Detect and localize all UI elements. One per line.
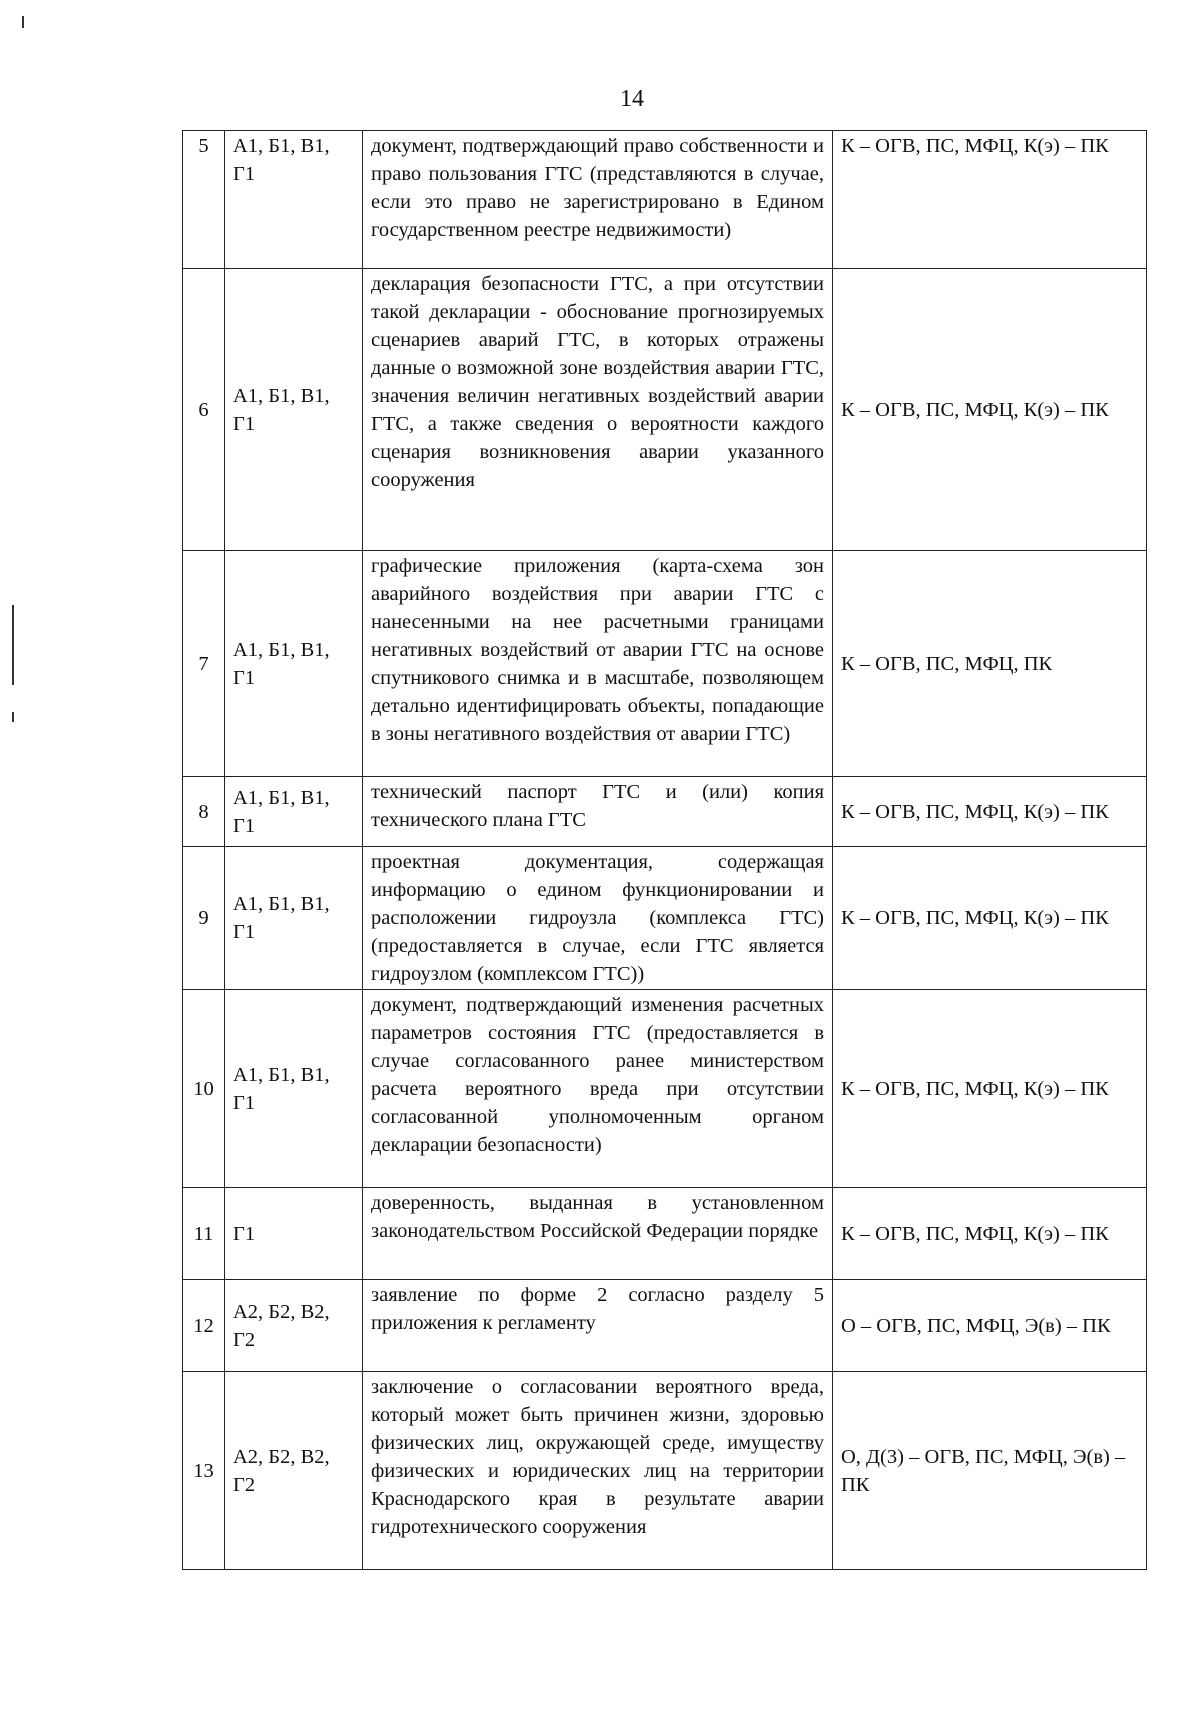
row-number: 5 <box>183 131 225 269</box>
row-number: 6 <box>183 269 225 551</box>
row-number: 7 <box>183 551 225 777</box>
applicant-codes: А1, Б1, В1, Г1 <box>225 551 363 777</box>
row-number: 9 <box>183 847 225 990</box>
table-row <box>183 1188 1147 1280</box>
scan-mark-top <box>22 16 24 28</box>
row-number: 13 <box>183 1372 225 1570</box>
submission-method: О, Д(3) – ОГВ, ПС, МФЦ, Э(в) – ПК <box>833 1372 1147 1570</box>
submission-method: К – ОГВ, ПС, МФЦ, К(э) – ПК <box>833 131 1147 269</box>
table-row <box>183 269 1147 551</box>
submission-method: К – ОГВ, ПС, МФЦ, К(э) – ПК <box>833 1188 1147 1280</box>
scan-mark-margin <box>12 605 14 685</box>
table-row <box>183 1280 1147 1372</box>
applicant-codes: А1, Б1, В1, Г1 <box>225 269 363 551</box>
table-row <box>183 847 1147 990</box>
applicant-codes: А1, Б1, В1, Г1 <box>225 990 363 1188</box>
applicant-codes: А1, Б1, В1, Г1 <box>225 131 363 269</box>
row-number: 8 <box>183 777 225 847</box>
table-row <box>183 1372 1147 1570</box>
document-description: документ, подтверждающий право собственности и право пользования ГТС (представляются в случае, если это право не зарегистрировано в Едином государственном реестре недвижимости) <box>363 131 833 269</box>
applicant-codes: А2, Б2, В2, Г2 <box>225 1280 363 1372</box>
submission-method: К – ОГВ, ПС, МФЦ, ПК <box>833 551 1147 777</box>
scan-mark-margin-tick <box>12 712 14 722</box>
row-number: 11 <box>183 1188 225 1280</box>
row-number: 10 <box>183 990 225 1188</box>
applicant-codes: А2, Б2, В2, Г2 <box>225 1372 363 1570</box>
row-number: 12 <box>183 1280 225 1372</box>
applicant-codes: А1, Б1, В1, Г1 <box>225 777 363 847</box>
submission-method: К – ОГВ, ПС, МФЦ, К(э) – ПК <box>833 847 1147 990</box>
applicant-codes: Г1 <box>225 1188 363 1280</box>
document-description: заключение о согласовании вероятного вреда, который может быть причинен жизни, здоровью физических лиц, окружающей среде, имуществу физических и юридических лиц на территории Краснодарского края в результате аварии гидротехнического сооружения <box>363 1372 833 1570</box>
applicant-codes: А1, Б1, В1, Г1 <box>225 847 363 990</box>
document-description: технический паспорт ГТС и (или) копия технического плана ГТС <box>363 777 833 847</box>
document-description: доверенность, выданная в установленном законодательством Российской Федерации порядке <box>363 1188 833 1280</box>
documents-table <box>182 130 1147 1570</box>
table-row <box>183 551 1147 777</box>
document-description: графические приложения (карта-схема зон аварийного воздействия при аварии ГТС с нанесенными на нее расчетными границами негативных воздействий от аварии ГТС на основе спутникового снимка и в масштабе, позволяющем детально идентифицировать объекты, попадающие в зоны негативного воздействия от аварии ГТС) <box>363 551 833 777</box>
document-description: документ, подтверждающий изменения расчетных параметров состояния ГТС (предоставляется в случае согласованного ранее министерством расчета вероятного вреда при отсутствии согласованной уполномоченным органом декларации безопасности) <box>363 990 833 1188</box>
table-row <box>183 990 1147 1188</box>
submission-method: К – ОГВ, ПС, МФЦ, К(э) – ПК <box>833 269 1147 551</box>
submission-method: О – ОГВ, ПС, МФЦ, Э(в) – ПК <box>833 1280 1147 1372</box>
document-description: заявление по форме 2 согласно разделу 5 приложения к регламенту <box>363 1280 833 1372</box>
document-description: декларация безопасности ГТС, а при отсутствии такой декларации - обоснование прогнозируемых сценариев аварий ГТС, в которых отражены данные о возможной зоне воздействия аварии ГТС, значения величин негативных воздействий аварии ГТС, а также сведения о вероятности каждого сценария возникновения аварии указанного сооружения <box>363 269 833 551</box>
table-row <box>183 131 1147 269</box>
table-row <box>183 777 1147 847</box>
table-body <box>183 131 1147 1570</box>
page-number: 14 <box>620 86 644 112</box>
submission-method: К – ОГВ, ПС, МФЦ, К(э) – ПК <box>833 777 1147 847</box>
document-description: проектная документация, содержащая информацию о едином функционировании и расположении гидроузла (комплекса ГТС) (предоставляется в случае, если ГТС является гидроузлом (комплексом ГТС)) <box>363 847 833 990</box>
submission-method: К – ОГВ, ПС, МФЦ, К(э) – ПК <box>833 990 1147 1188</box>
